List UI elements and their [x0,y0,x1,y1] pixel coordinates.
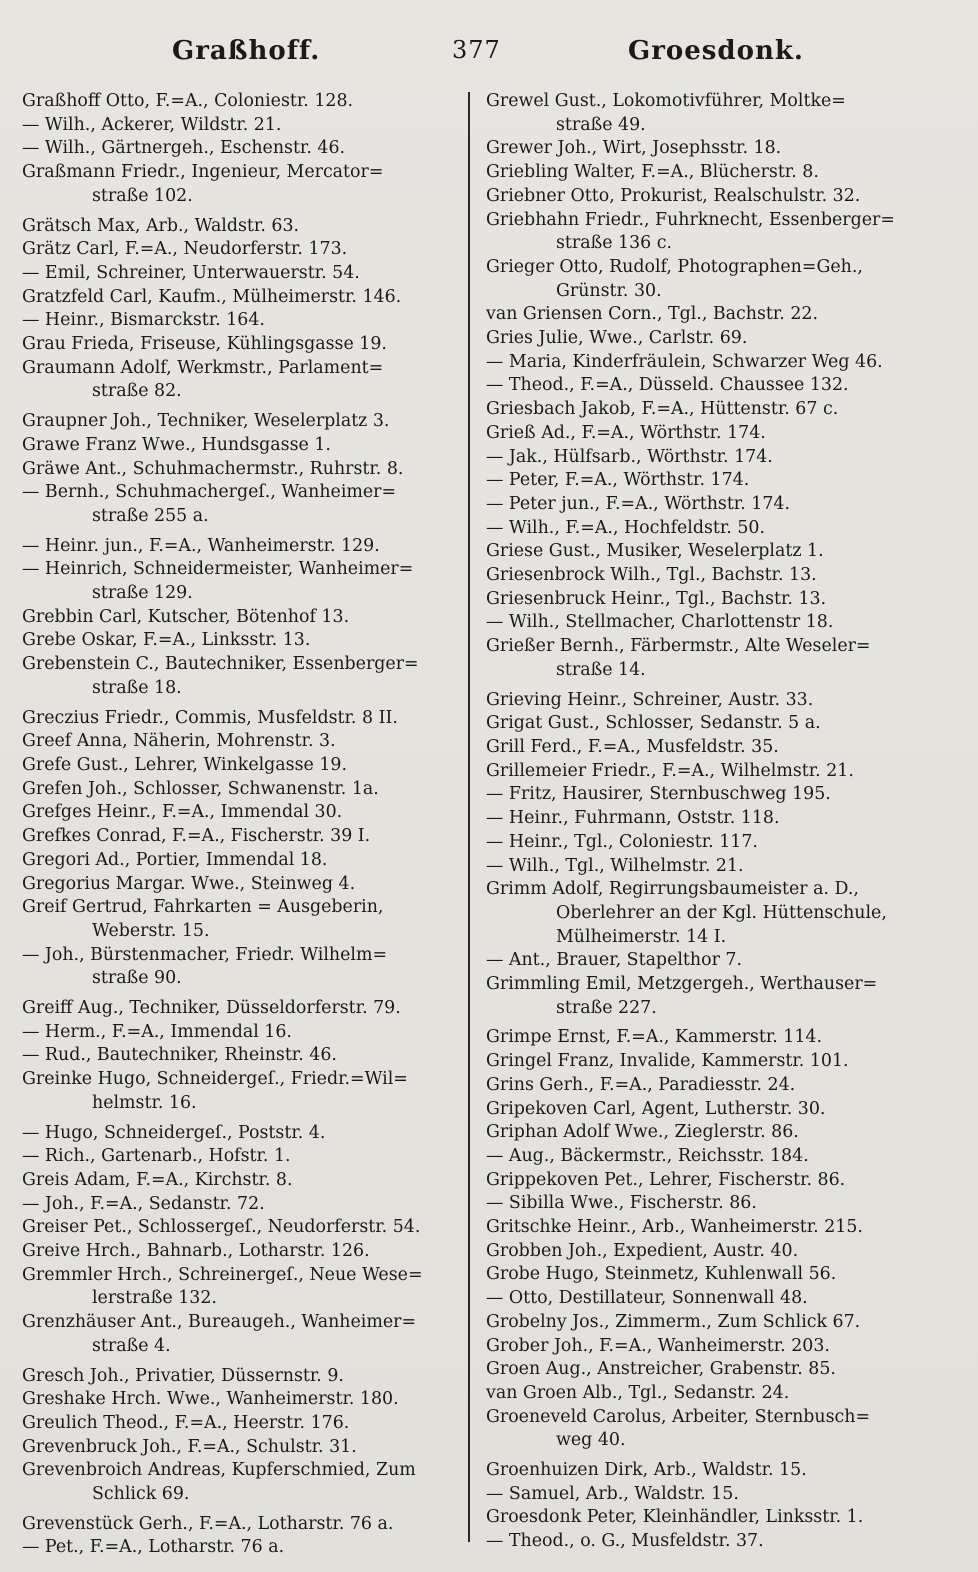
directory-entry [486,1406,948,1453]
page-number: 377 [452,36,501,64]
directory-entry [486,635,948,682]
entry-line: — Heinr., Fuhrmann, Oststr. 118. [486,808,780,829]
entry-line: Grießer Bernh., Färbermstr., Alte Weseler= [486,636,871,657]
entry-line: — Samuel, Arb., Waldstr. 15. [486,1483,739,1504]
entry-line: Gregorius Margar. Wwe., Steinweg 4. [22,873,356,894]
entry-line: — Bernh., Schuhmachergeſ., Wanheimer= [22,482,397,503]
entry-continuation: Mülheimerstr. 14 I. [556,926,727,947]
directory-entry [22,90,460,114]
entry-continuation: straße 18. [92,677,182,698]
entry-line: Gratzfeld Carl, Kaufm., Mülheimerstr. 146. [22,286,402,307]
directory-entry [486,398,948,422]
entry-line: — Sibilla Wwe., Fischerstr. 86. [486,1193,757,1214]
directory-entry [486,949,948,973]
entry-line: Griphan Adolf Wwe., Zieglerstr. 86. [486,1122,799,1143]
entry-line: Griesbach Jakob, F.=A., Hüttenstr. 67 c. [486,399,839,420]
directory-entry [22,1068,460,1115]
directory-entry [486,689,948,713]
directory-entry [486,807,948,831]
directory-entry [486,855,948,879]
directory-entry [486,303,948,327]
directory-entry [22,1145,460,1169]
entry-line: — Aug., Bäckermstr., Reichsstr. 184. [486,1145,809,1166]
directory-entry [22,707,460,731]
directory-entry [22,1216,460,1240]
directory-entry [22,333,460,357]
directory-entry [486,209,948,256]
entry-line: Grevenstück Gerh., F.=A., Lotharstr. 76 a. [22,1513,394,1534]
directory-entry [486,1263,948,1287]
entry-line: Groeneveld Carolus, Arbeiter, Sternbusch= [486,1406,871,1427]
entry-line: Grevenbroich Andreas, Kupferschmied, Zum [22,1460,416,1481]
directory-entry [22,896,460,943]
entry-line: Griesenbrock Wilh., Tgl., Bachstr. 13. [486,565,817,586]
entry-line: Grefen Joh., Schlosser, Schwanenstr. 1a. [22,778,379,799]
right-column [486,90,948,1554]
directory-entry [22,286,460,310]
entry-line: — Wilh., F.=A., Hochfeldstr. 50. [486,517,766,538]
directory-entry [486,1358,948,1382]
entry-line: Greef Anna, Näherin, Mohrenstr. 3. [22,731,336,752]
entry-line: Groen Aug., Anstreicher, Grabenstr. 85. [486,1359,836,1380]
entry-line: — Joh., F.=A., Sedanstr. 72. [22,1193,265,1214]
entry-line: — Joh., Bürstenmacher, Friedr. Wilhelm= [22,944,388,965]
directory-entry [486,1287,948,1311]
entry-line: Graupner Joh., Techniker, Weselerplatz 3. [22,411,390,432]
directory-entry [486,712,948,736]
entry-line: Groenhuizen Dirk, Arb., Waldstr. 15. [486,1460,807,1481]
entry-line: Grenzhäuser Ant., Bureaugeh., Wanheimer= [22,1312,417,1333]
entry-line: Gregori Ad., Portier, Immendal 18. [22,849,328,870]
entry-line: van Griensen Corn., Tgl., Bachstr. 22. [486,304,818,325]
entry-continuation: Oberlehrer an der Kgl. Hüttenschule, [556,902,887,923]
entry-line: — Heinr. jun., F.=A., Wanheimerstr. 129. [22,535,380,556]
entry-line: van Groen Alb., Tgl., Sedanstr. 24. [486,1382,790,1403]
entry-line: Grieving Heinr., Schreiner, Austr. 33. [486,689,814,710]
directory-entry [486,1192,948,1216]
directory-entry [22,137,460,161]
entry-line: Grewel Gust., Lokomotivführer, Moltke= [486,91,846,111]
directory-entry [22,309,460,333]
entry-line: Griebling Walter, F.=A., Blücherstr. 8. [486,162,819,183]
directory-entry [486,1311,948,1335]
entry-line: Grewer Joh., Wirt, Josephsstr. 18. [486,138,782,159]
directory-entry [22,629,460,653]
entry-line: — Wilh., Gärtnergeh., Eschenstr. 46. [22,138,346,159]
entry-line: Grimmling Emil, Metzgergeh., Werthauser= [486,974,878,995]
column-divider [468,92,470,1542]
entry-continuation: straße 82. [92,381,182,402]
entry-line: Gries Julie, Wwe., Carlstr. 69. [486,328,748,349]
entry-line: Grobben Joh., Expedient, Austr. 40. [486,1240,799,1261]
entry-line: Grebbin Carl, Kutscher, Bötenhof 13. [22,606,350,627]
entry-line: — Emil, Schreiner, Unterwauerstr. 54. [22,262,360,283]
directory-entry [22,535,460,559]
directory-entry [22,778,460,802]
entry-line: Griebner Otto, Prokurist, Realschulstr. 32. [486,185,861,206]
entry-continuation: straße 136 c. [556,233,673,254]
entry-line: — Pet., F.=A., Lotharstr. 76 a. [22,1537,285,1558]
directory-entry [22,1459,460,1506]
entry-line: Gräwe Ant., Schuhmachermstr., Ruhrstr. 8. [22,458,404,479]
entry-line: Groesdonk Peter, Kleinhändler, Linksstr. 1. [486,1507,864,1528]
entry-line: Griese Gust., Musiker, Weselerplatz 1. [486,541,824,562]
entry-line: — Herm., F.=A., Immendal 16. [22,1021,292,1042]
directory-entry [486,1098,948,1122]
entry-line: Grefkes Conrad, F.=A., Fischerstr. 39 I. [22,826,371,847]
entry-continuation: Schlick 69. [92,1484,190,1505]
directory-entry [486,1335,948,1359]
entry-continuation: lerstraße 132. [92,1288,217,1309]
directory-entry [486,1169,948,1193]
entry-line: Grober Joh., F.=A., Wanheimerstr. 203. [486,1335,830,1356]
directory-entry [22,1021,460,1045]
entry-continuation: straße 4. [92,1335,171,1356]
directory-entry [486,564,948,588]
directory-entry [486,517,948,541]
entry-line: — Heinr., Tgl., Coloniestr. 117. [486,831,758,852]
directory-entry [486,185,948,209]
entry-continuation: straße 227. [556,997,657,1018]
entry-line: Gripekoven Carl, Agent, Lutherstr. 30. [486,1098,826,1119]
directory-entry [22,801,460,825]
directory-entry [486,256,948,303]
entry-line: Grau Frieda, Friseuse, Kühlingsgasse 19. [22,334,387,355]
entry-line: Grawe Franz Wwe., Hundsgasse 1. [22,434,331,455]
entry-line: Greulich Theod., F.=A., Heerstr. 176. [22,1412,350,1433]
entry-line: — Otto, Destillateur, Sonnenwall 48. [486,1288,808,1309]
running-head-right: Groesdonk. [628,36,804,66]
directory-entry [22,944,460,991]
entry-line: Grill Ferd., F.=A., Musfeldstr. 35. [486,736,779,757]
entry-line: — Rich., Gartenarb., Hofstr. 1. [22,1146,291,1167]
entry-line: Gremmler Hrch., Schreinergeſ., Neue Wese= [22,1264,423,1285]
entry-line: Grobelny Jos., Zimmerm., Zum Schlick 67. [486,1311,861,1332]
directory-entry [22,730,460,754]
directory-entry [22,1536,460,1560]
entry-continuation: straße 90. [92,968,182,989]
entry-line: — Wilh., Tgl., Wilhelmstr. 21. [486,855,744,876]
entry-line: Grimpe Ernst, F.=A., Kammerstr. 114. [486,1027,823,1048]
directory-entry [22,606,460,630]
directory-entry [486,1216,948,1240]
directory-entry [22,114,460,138]
directory-entry [22,1044,460,1068]
entry-line: — Jak., Hülfsarb., Wörthstr. 174. [486,446,773,467]
directory-entry [486,1026,948,1050]
directory-entry [22,754,460,778]
directory-entry [22,1311,460,1358]
entry-line: — Heinrich, Schneidermeister, Wanheimer= [22,559,414,580]
directory-entry [22,849,460,873]
entry-continuation: weg 40. [556,1430,626,1451]
entry-line: Gresch Joh., Privatier, Düssernstr. 9. [22,1365,344,1386]
directory-entry [486,736,948,760]
entry-line: — Hugo, Schneidergeſ., Poststr. 4. [22,1122,326,1143]
entry-line: — Theod., F.=A., Düsseld. Chaussee 132. [486,375,849,396]
directory-entry [486,973,948,1020]
entry-line: Greshake Hrch. Wwe., Wanheimerstr. 180. [22,1389,399,1410]
entry-continuation: straße 49. [556,114,646,135]
entry-continuation: straße 255 a. [92,505,209,526]
entry-line: Grevenbruck Joh., F.=A., Schulstr. 31. [22,1436,357,1457]
directory-entry [486,1382,948,1406]
entry-line: Griesenbruck Heinr., Tgl., Bachstr. 13. [486,588,827,609]
directory-entry [22,458,460,482]
entry-line: Greis Adam, F.=A., Kirchstr. 8. [22,1169,293,1190]
entry-line: — Heinr., Bismarckstr. 164. [22,310,265,331]
directory-entry [22,1365,460,1389]
directory-entry [22,653,460,700]
entry-line: Grätsch Max, Arb., Waldstr. 63. [22,215,300,236]
entry-line: — Ant., Brauer, Stapelthor 7. [486,950,743,971]
entry-line: Greinke Hugo, Schneidergeſ., Friedr.=Wil= [22,1069,408,1090]
entry-line: Gringel Franz, Invalide, Kammerstr. 101. [486,1051,849,1072]
entry-line: Grefe Gust., Lehrer, Winkelgasse 19. [22,754,347,775]
entry-line: Greive Hrch., Bahnarb., Lotharstr. 126. [22,1241,370,1262]
directory-entry [486,611,948,635]
entry-line: — Fritz, Hausirer, Sternbuschweg 195. [486,784,831,805]
directory-entry [22,1169,460,1193]
entry-continuation: helmstr. 16. [92,1092,197,1113]
directory-entry [486,90,948,137]
entry-line: — Theod., o. G., Musfeldstr. 37. [486,1531,764,1552]
directory-entry [22,997,460,1021]
entry-line: Graßmann Friedr., Ingenieur, Mercator= [22,162,384,183]
entry-line: Griebhahn Friedr., Fuhrknecht, Essenberger= [486,209,895,230]
directory-entry [486,161,948,185]
directory-entry [486,1074,948,1098]
directory-entry [22,238,460,262]
entry-line: Grieß Ad., F.=A., Wörthstr. 174. [486,422,766,443]
entry-line: — Rud., Bautechniker, Rheinstr. 46. [22,1045,337,1066]
directory-entry [486,1240,948,1264]
entry-line: Greif Gertrud, Fahrkarten = Ausgeberin, [22,897,384,918]
directory-entry [486,327,948,351]
entry-line: Greiff Aug., Techniker, Düsseldorferstr. 79. [22,998,401,1019]
directory-entry [486,493,948,517]
directory-entry [486,1145,948,1169]
directory-entry [22,262,460,286]
entry-line: Grippekoven Pet., Lehrer, Fischerstr. 86. [486,1169,846,1190]
directory-entry [486,783,948,807]
directory-entry [22,1412,460,1436]
entry-line: Graßhoff Otto, F.=A., Coloniestr. 128. [22,91,354,111]
directory-entry [22,873,460,897]
entry-line: Grins Gerh., F.=A., Paradiesstr. 24. [486,1074,796,1095]
directory-entry [486,831,948,855]
entry-line: Grigat Gust., Schlosser, Sedanstr. 5 a. [486,713,821,734]
entry-line: Grebenstein C., Bautechniker, Essenberger= [22,654,419,675]
entry-line: Grebe Oskar, F.=A., Linksstr. 13. [22,630,311,651]
directory-entry [486,1459,948,1483]
directory-entry [486,878,948,949]
directory-entry [22,558,460,605]
entry-line: Grobe Hugo, Steinmetz, Kuhlenwall 56. [486,1264,837,1285]
directory-entry [22,161,460,208]
directory-entry [486,374,948,398]
entry-line: — Peter jun., F.=A., Wörthstr. 174. [486,493,790,514]
directory-entry [22,1240,460,1264]
entry-line: Gritschke Heinr., Arb., Wanheimerstr. 215. [486,1217,863,1238]
directory-entry [486,1530,948,1554]
directory-entry [486,1483,948,1507]
entry-line: Grieger Otto, Rudolf, Photographen=Geh., [486,256,863,277]
directory-entry [22,1264,460,1311]
entry-line: — Maria, Kinderfräulein, Schwarzer Weg 46. [486,351,883,372]
entry-continuation: straße 102. [92,185,193,206]
directory-entry [22,410,460,434]
directory-entry [486,760,948,784]
entry-line: Greczius Friedr., Commis, Musfeldstr. 8 II. [22,707,398,728]
directory-entry [22,1436,460,1460]
directory-entry [22,357,460,404]
directory-entry [486,1506,948,1530]
directory-entry [22,825,460,849]
directory-entry [486,588,948,612]
directory-entry [22,481,460,528]
entry-line: Grefges Heinr., F.=A., Immendal 30. [22,802,343,823]
entry-line: — Peter, F.=A., Wörthstr. 174. [486,470,750,491]
entry-continuation: Weberstr. 15. [92,920,210,941]
entry-continuation: straße 14. [556,659,646,680]
left-column [22,90,460,1560]
directory-entry [22,1122,460,1146]
running-head-left: Graßhoff. [172,36,321,66]
entry-continuation: straße 129. [92,583,193,604]
entry-line: Graumann Adolf, Werkmstr., Parlament= [22,357,384,378]
directory-entry [486,351,948,375]
directory-entry [486,137,948,161]
directory-entry [486,1121,948,1145]
entry-continuation: Grünstr. 30. [556,280,662,301]
page-header [0,36,978,76]
directory-entry [486,446,948,470]
directory-entry [22,1193,460,1217]
directory-entry [22,1388,460,1412]
entry-line: — Wilh., Stellmacher, Charlottenstr 18. [486,612,834,633]
entry-line: Grätz Carl, F.=A., Neudorferstr. 173. [22,239,348,260]
directory-entry [486,540,948,564]
directory-entry [22,1513,460,1537]
directory-entry [486,422,948,446]
directory-entry [486,1050,948,1074]
entry-line: Grimm Adolf, Regirrungsbaumeister a. D., [486,879,859,900]
entry-line: Greiser Pet., Schlossergeſ., Neudorferstr. 54. [22,1217,421,1238]
directory-entry [486,469,948,493]
directory-entry [22,434,460,458]
entry-line: Grillemeier Friedr., F.=A., Wilhelmstr. 21. [486,760,854,781]
entry-line: — Wilh., Ackerer, Wildstr. 21. [22,114,282,135]
directory-entry [22,215,460,239]
